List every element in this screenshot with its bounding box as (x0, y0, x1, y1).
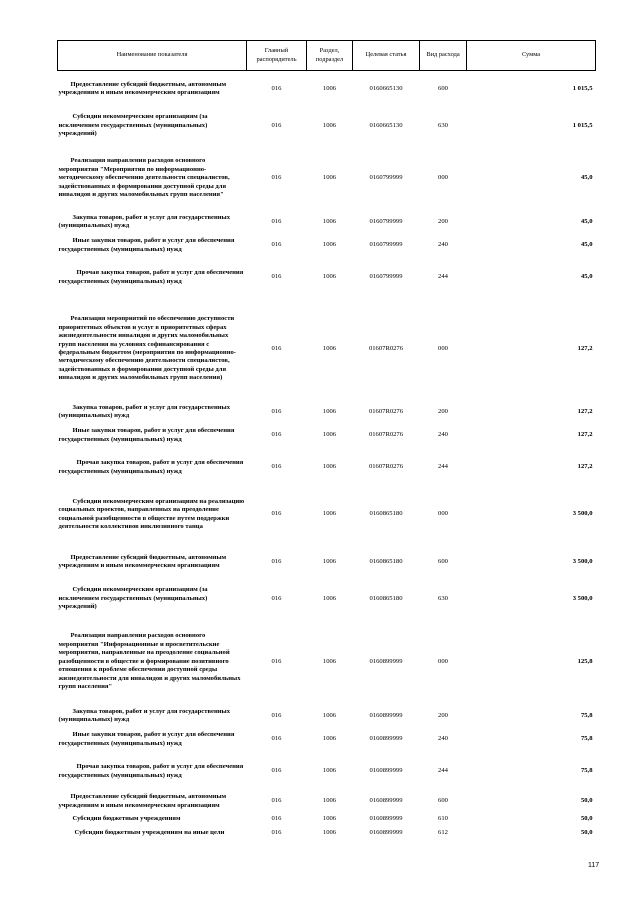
cell-name: Реализация направления расходов основного мероприятия "Информационные и просветительские мероприятия, направленные на преодоление социальной разобщенности в обществе и формирование позитивного отношения к проблеме обеспечения доступной среды жизнедеятельности для инвалидов и других маломобильных групп населения" (58, 632, 241, 691)
page-number: 117 (588, 862, 600, 869)
cell-section: 1006 (322, 711, 337, 719)
cell-amount: 3 500,0 (572, 594, 593, 602)
table-row (58, 707, 596, 726)
cell-amount: 50,0 (580, 829, 593, 837)
cell-chief-manager: 016 (271, 431, 282, 439)
cell-expense-type: 200 (438, 711, 448, 719)
cell-amount: 127,2 (577, 407, 593, 415)
cell-name: Предоставление субсидий бюджетным, автономным учреждениям и иным некоммерческим организациям (58, 553, 227, 569)
cell-section: 1006 (322, 463, 337, 471)
cell-name: Субсидии некоммерческим организациям на реализацию социальных проектов, направленных на преодоление социальной разобщенности в обществе путем поддержки деятельности коллективов инклюзивного танца (58, 497, 245, 530)
cell-name: Предоставление субсидий бюджетным, автономным учреждениям и иным некоммерческим организациям (58, 80, 227, 97)
cell-target-article: 0160865180 (369, 594, 403, 602)
cell-amount: 75,8 (580, 735, 593, 743)
table-row (58, 422, 596, 450)
table-row (58, 754, 596, 790)
cell-amount: 50,0 (580, 814, 593, 822)
table-row (58, 71, 596, 108)
cell-section: 1006 (322, 241, 337, 249)
cell-name: Прочая закупка товаров, работ и услуг для обеспечения государственных (муниципальных) нужд (58, 459, 244, 475)
cell-target-article: 0160899999 (369, 711, 403, 719)
cell-name: Иные закупки товаров, работ и услуг для обеспечения государственных (муниципальных) нужд (58, 427, 235, 443)
cell-target-article: 0160899999 (369, 814, 403, 822)
cell-amount: 3 500,0 (572, 557, 593, 565)
table-row (58, 260, 596, 296)
cell-amount: 3 500,0 (572, 510, 593, 518)
cell-name: Закупка товаров, работ и услуг для государственных (муниципальных) нужд (58, 213, 230, 229)
cell-section: 1006 (322, 407, 337, 415)
cell-section: 1006 (322, 557, 337, 565)
cell-chief-manager: 016 (271, 174, 282, 182)
cell-section: 1006 (322, 510, 337, 518)
cell-amount: 45,0 (580, 174, 593, 182)
cell-expense-type: 600 (438, 557, 448, 565)
table-row (58, 403, 596, 422)
cell-chief-manager: 016 (271, 407, 282, 415)
cell-section: 1006 (322, 657, 337, 665)
cell-target-article: 01607R0276 (368, 431, 404, 439)
table-row (58, 486, 596, 544)
cell-target-article: 0160899999 (369, 767, 403, 775)
table-header-row (58, 41, 596, 71)
cell-target-article: 0160899999 (369, 657, 403, 665)
table-row (58, 145, 596, 213)
cell-expense-type: 244 (438, 463, 448, 471)
table-row (58, 450, 596, 486)
cell-amount: 127,2 (577, 463, 593, 471)
cell-target-article: 01607R0276 (368, 344, 404, 352)
header-target-article: Целевая статья (353, 41, 420, 71)
table-row (58, 232, 596, 260)
cell-section: 1006 (322, 85, 337, 93)
cell-target-article: 0160865180 (369, 510, 403, 518)
cell-expense-type: 244 (438, 767, 448, 775)
cell-expense-type: 600 (438, 797, 448, 805)
cell-section: 1006 (322, 344, 337, 352)
cell-amount: 75,8 (580, 711, 593, 719)
table-row (58, 213, 596, 232)
cell-expense-type: 630 (438, 121, 448, 129)
table-row (58, 618, 596, 707)
cell-target-article: 0160799999 (369, 174, 403, 182)
header-amount: Сумма (467, 41, 596, 71)
header-chief-manager: Главный распорядитель (247, 41, 307, 71)
cell-chief-manager: 016 (271, 829, 282, 837)
cell-section: 1006 (322, 217, 337, 225)
header-section: Раздел, подраздел (307, 41, 353, 71)
cell-name: Закупка товаров, работ и услуг для государственных (муниципальных) нужд (58, 403, 230, 419)
cell-name: Прочая закупка товаров, работ и услуг для обеспечения государственных (муниципальных) нужд (58, 763, 244, 779)
cell-target-article: 01607R0276 (368, 463, 404, 471)
cell-target-article: 0160799999 (369, 273, 403, 281)
cell-chief-manager: 016 (271, 85, 282, 93)
cell-chief-manager: 016 (271, 241, 282, 249)
cell-amount: 75,8 (580, 767, 593, 775)
cell-amount: 1 015,5 (572, 121, 593, 129)
cell-amount: 1 015,5 (572, 85, 593, 93)
cell-expense-type: 000 (438, 657, 448, 665)
cell-chief-manager: 016 (271, 797, 282, 805)
cell-chief-manager: 016 (271, 711, 282, 719)
cell-name: Иные закупки товаров, работ и услуг для обеспечения государственных (муниципальных) нужд (58, 731, 235, 747)
cell-amount: 45,0 (580, 217, 593, 225)
cell-target-article: 0160799999 (369, 241, 403, 249)
cell-section: 1006 (322, 273, 337, 281)
table-row (58, 825, 596, 843)
cell-section: 1006 (322, 121, 337, 129)
table-row (58, 726, 596, 754)
cell-chief-manager: 016 (271, 463, 282, 471)
cell-name: Закупка товаров, работ и услуг для государственных (муниципальных) нужд (58, 707, 230, 723)
cell-chief-manager: 016 (271, 217, 282, 225)
cell-chief-manager: 016 (271, 767, 282, 775)
cell-amount: 45,0 (580, 241, 593, 249)
cell-chief-manager: 016 (271, 557, 282, 565)
cell-chief-manager: 016 (271, 657, 282, 665)
cell-target-article: 01607R0276 (368, 407, 404, 415)
budget-table-sheet (57, 40, 595, 843)
cell-expense-type: 240 (438, 431, 448, 439)
cell-name: Субсидии бюджетным учреждениям (72, 814, 181, 822)
cell-expense-type: 600 (438, 85, 448, 93)
header-expense-type: Вид расхода (420, 41, 467, 71)
cell-chief-manager: 016 (271, 735, 282, 743)
cell-target-article: 0160865180 (369, 557, 403, 565)
cell-amount: 50,0 (580, 797, 593, 805)
cell-name: Реализация направления расходов основного мероприятия "Мероприятия по информационно-методическому обеспечению деятельности специалистов, задействованных в формировании доступной среды для инвалидов и других маломобильных групп населения" (58, 157, 230, 199)
cell-name: Прочая закупка товаров, работ и услуг для обеспечения государственных (муниципальных) нужд (58, 269, 244, 285)
cell-expense-type: 200 (438, 217, 448, 225)
table-row (58, 544, 596, 581)
cell-chief-manager: 016 (271, 814, 282, 822)
cell-target-article: 0160665130 (369, 121, 403, 129)
cell-section: 1006 (322, 829, 337, 837)
table-row (58, 108, 596, 145)
cell-amount: 127,2 (577, 344, 593, 352)
cell-target-article: 0160899999 (369, 829, 403, 837)
cell-expense-type: 240 (438, 735, 448, 743)
cell-section: 1006 (322, 431, 337, 439)
cell-target-article: 0160899999 (369, 735, 403, 743)
cell-section: 1006 (322, 814, 337, 822)
cell-expense-type: 244 (438, 273, 448, 281)
cell-section: 1006 (322, 174, 337, 182)
cell-expense-type: 610 (438, 814, 448, 822)
cell-name: Реализация мероприятий по обеспечению доступности приоритетных объектов и услуг в приоритетных сферах жизнедеятельности инвалидов и других маломобильных групп населения на условиях софинансирования с федеральным бюджетом (мероприятия по информационно-методическому обеспечению деятельности специалистов, задействованных в формировании доступной среды для инвалидов и других маломобильных групп населения) (58, 315, 236, 382)
cell-chief-manager: 016 (271, 344, 282, 352)
cell-target-article: 0160799999 (369, 217, 403, 225)
cell-expense-type: 200 (438, 407, 448, 415)
cell-expense-type: 612 (438, 829, 448, 837)
cell-expense-type: 000 (438, 344, 448, 352)
cell-chief-manager: 016 (271, 273, 282, 281)
cell-amount: 125,8 (577, 657, 593, 665)
cell-name: Субсидии некоммерческим организациям (за исключением государственных (муниципальных) учреждений) (58, 586, 208, 611)
cell-target-article: 0160665130 (369, 85, 403, 93)
header-name: Наименование показателя (58, 41, 247, 71)
cell-name: Субсидии бюджетным учреждениям на иные цели (74, 829, 225, 837)
cell-expense-type: 000 (438, 510, 448, 518)
table-row (58, 581, 596, 618)
cell-chief-manager: 016 (271, 510, 282, 518)
cell-expense-type: 630 (438, 594, 448, 602)
budget-table (57, 40, 596, 843)
cell-amount: 45,0 (580, 273, 593, 281)
table-row (58, 296, 596, 403)
cell-chief-manager: 016 (271, 594, 282, 602)
cell-name: Предоставление субсидий бюджетным, автономным учреждениям и иным некоммерческим организациям (58, 793, 227, 809)
cell-amount: 127,2 (577, 431, 593, 439)
cell-section: 1006 (322, 797, 337, 805)
cell-chief-manager: 016 (271, 121, 282, 129)
table-row (58, 814, 596, 825)
cell-section: 1006 (322, 594, 337, 602)
table-row (58, 790, 596, 814)
cell-section: 1006 (322, 767, 337, 775)
cell-name: Субсидии некоммерческим организациям (за исключением государственных (муниципальных) учреждений) (58, 113, 208, 138)
cell-section: 1006 (322, 735, 337, 743)
cell-expense-type: 240 (438, 241, 448, 249)
cell-name: Иные закупки товаров, работ и услуг для обеспечения государственных (муниципальных) нужд (58, 237, 235, 253)
cell-expense-type: 000 (438, 174, 448, 182)
cell-target-article: 0160899999 (369, 797, 403, 805)
